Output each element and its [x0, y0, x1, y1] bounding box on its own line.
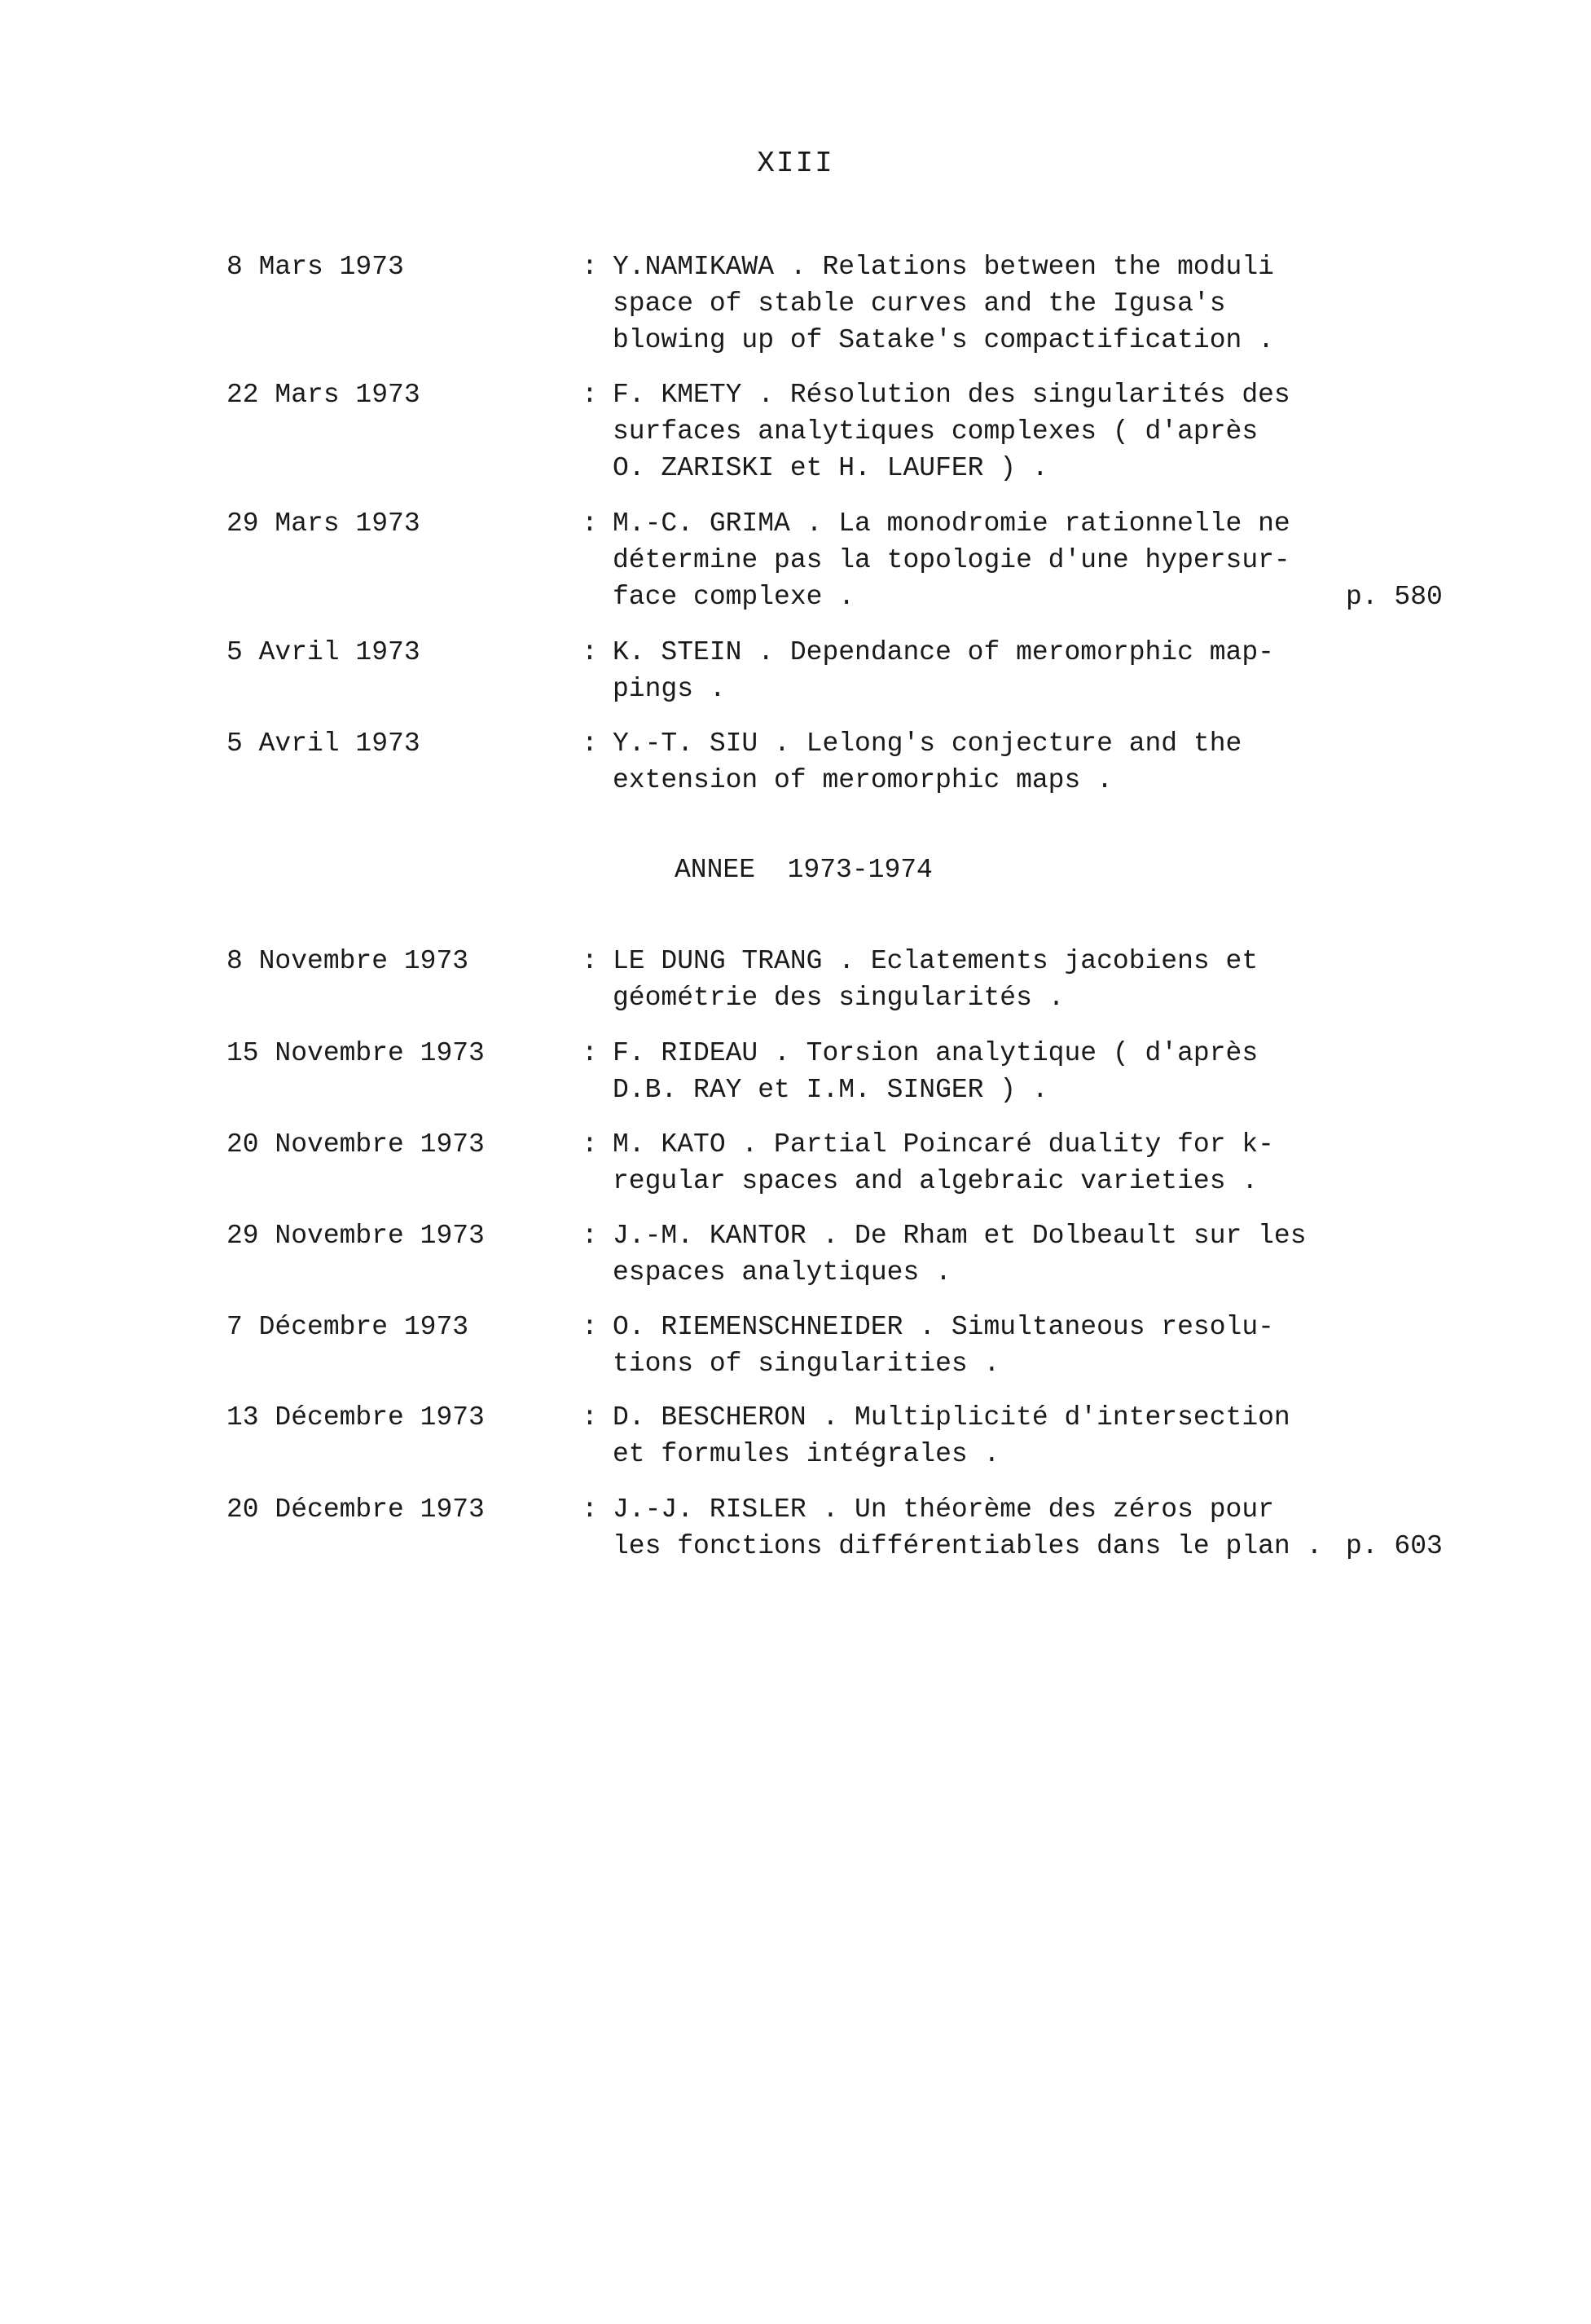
description-line: M. KATO . Partial Poincaré duality for k-	[613, 1129, 1274, 1160]
page-reference: p. 580	[1346, 582, 1443, 612]
entry-description	[613, 1035, 1346, 1108]
entry-date: 13 Décembre 1973	[226, 1402, 485, 1433]
colon-separator: :	[582, 946, 598, 976]
colon-separator: :	[582, 1221, 598, 1251]
description-line: regular spaces and algebraic varieties .	[613, 1166, 1259, 1196]
description-line: J.-J. RISLER . Un théorème des zéros pour	[613, 1494, 1274, 1525]
description-line: O. ZARISKI et H. LAUFER ) .	[613, 453, 1048, 483]
entry-description	[613, 725, 1346, 799]
entry-date: 22 Mars 1973	[226, 380, 420, 410]
description-line: extension of meromorphic maps .	[613, 765, 1113, 795]
entry-date: 8 Mars 1973	[226, 252, 404, 282]
description-line: géométrie des singularités .	[613, 983, 1065, 1013]
entry-date: 15 Novembre 1973	[226, 1038, 485, 1068]
entry-date: 7 Décembre 1973	[226, 1312, 469, 1342]
entry-description	[613, 1491, 1346, 1565]
page-number: XIII	[757, 147, 834, 180]
entry-date: 29 Mars 1973	[226, 508, 420, 539]
description-line: O. RIEMENSCHNEIDER . Simultaneous resolu-	[613, 1312, 1274, 1342]
description-line: espaces analytiques .	[613, 1257, 952, 1287]
description-line: tions of singularities .	[613, 1349, 1000, 1379]
entry-description	[613, 505, 1346, 615]
entry-description	[613, 1217, 1346, 1291]
description-line: détermine pas la topologie d'une hypersur-	[613, 545, 1290, 575]
description-line: M.-C. GRIMA . La monodromie rationnelle ne	[613, 508, 1290, 539]
colon-separator: :	[582, 1312, 598, 1342]
entry-description	[613, 1126, 1346, 1199]
description-line: surfaces analytiques complexes ( d'après	[613, 416, 1259, 447]
entry-description	[613, 1309, 1346, 1382]
description-line: les fonctions différentiables dans le plan .	[613, 1531, 1323, 1561]
colon-separator: :	[582, 508, 598, 539]
description-line: K. STEIN . Dependance of meromorphic map-	[613, 637, 1274, 667]
page-reference: p. 603	[1346, 1531, 1443, 1561]
entry-description	[613, 376, 1346, 486]
entry-date: 5 Avril 1973	[226, 728, 420, 759]
description-line: F. RIDEAU . Torsion analytique ( d'après	[613, 1038, 1259, 1068]
entry-date: 20 Novembre 1973	[226, 1129, 485, 1160]
description-line: et formules intégrales .	[613, 1439, 1000, 1469]
description-line: D. BESCHERON . Multiplicité d'intersection	[613, 1402, 1290, 1433]
entry-date: 20 Décembre 1973	[226, 1494, 485, 1525]
entry-date: 5 Avril 1973	[226, 637, 420, 667]
description-line: pings .	[613, 674, 726, 704]
colon-separator: :	[582, 1038, 598, 1068]
colon-separator: :	[582, 380, 598, 410]
description-line: Y.NAMIKAWA . Relations between the moduli	[613, 252, 1274, 282]
entry-description	[613, 249, 1346, 359]
colon-separator: :	[582, 728, 598, 759]
description-line: blowing up of Satake's compactification .	[613, 325, 1274, 355]
colon-separator: :	[582, 637, 598, 667]
colon-separator: :	[582, 1129, 598, 1160]
colon-separator: :	[582, 252, 598, 282]
entry-date: 8 Novembre 1973	[226, 946, 469, 976]
description-line: F. KMETY . Résolution des singularités des	[613, 380, 1290, 410]
entry-description	[613, 634, 1346, 707]
entry-description	[613, 1399, 1346, 1472]
description-line: Y.-T. SIU . Lelong's conjecture and the	[613, 728, 1242, 759]
colon-separator: :	[582, 1402, 598, 1433]
colon-separator: :	[582, 1494, 598, 1525]
year-heading: ANNEE 1973-1974	[675, 855, 933, 885]
description-line: space of stable curves and the Igusa's	[613, 288, 1226, 319]
description-line: D.B. RAY et I.M. SINGER ) .	[613, 1075, 1048, 1105]
description-line: J.-M. KANTOR . De Rham et Dolbeault sur les	[613, 1221, 1307, 1251]
entry-date: 29 Novembre 1973	[226, 1221, 485, 1251]
entry-description	[613, 943, 1346, 1016]
description-line: face complexe .	[613, 582, 855, 612]
description-line: LE DUNG TRANG . Eclatements jacobiens et	[613, 946, 1259, 976]
